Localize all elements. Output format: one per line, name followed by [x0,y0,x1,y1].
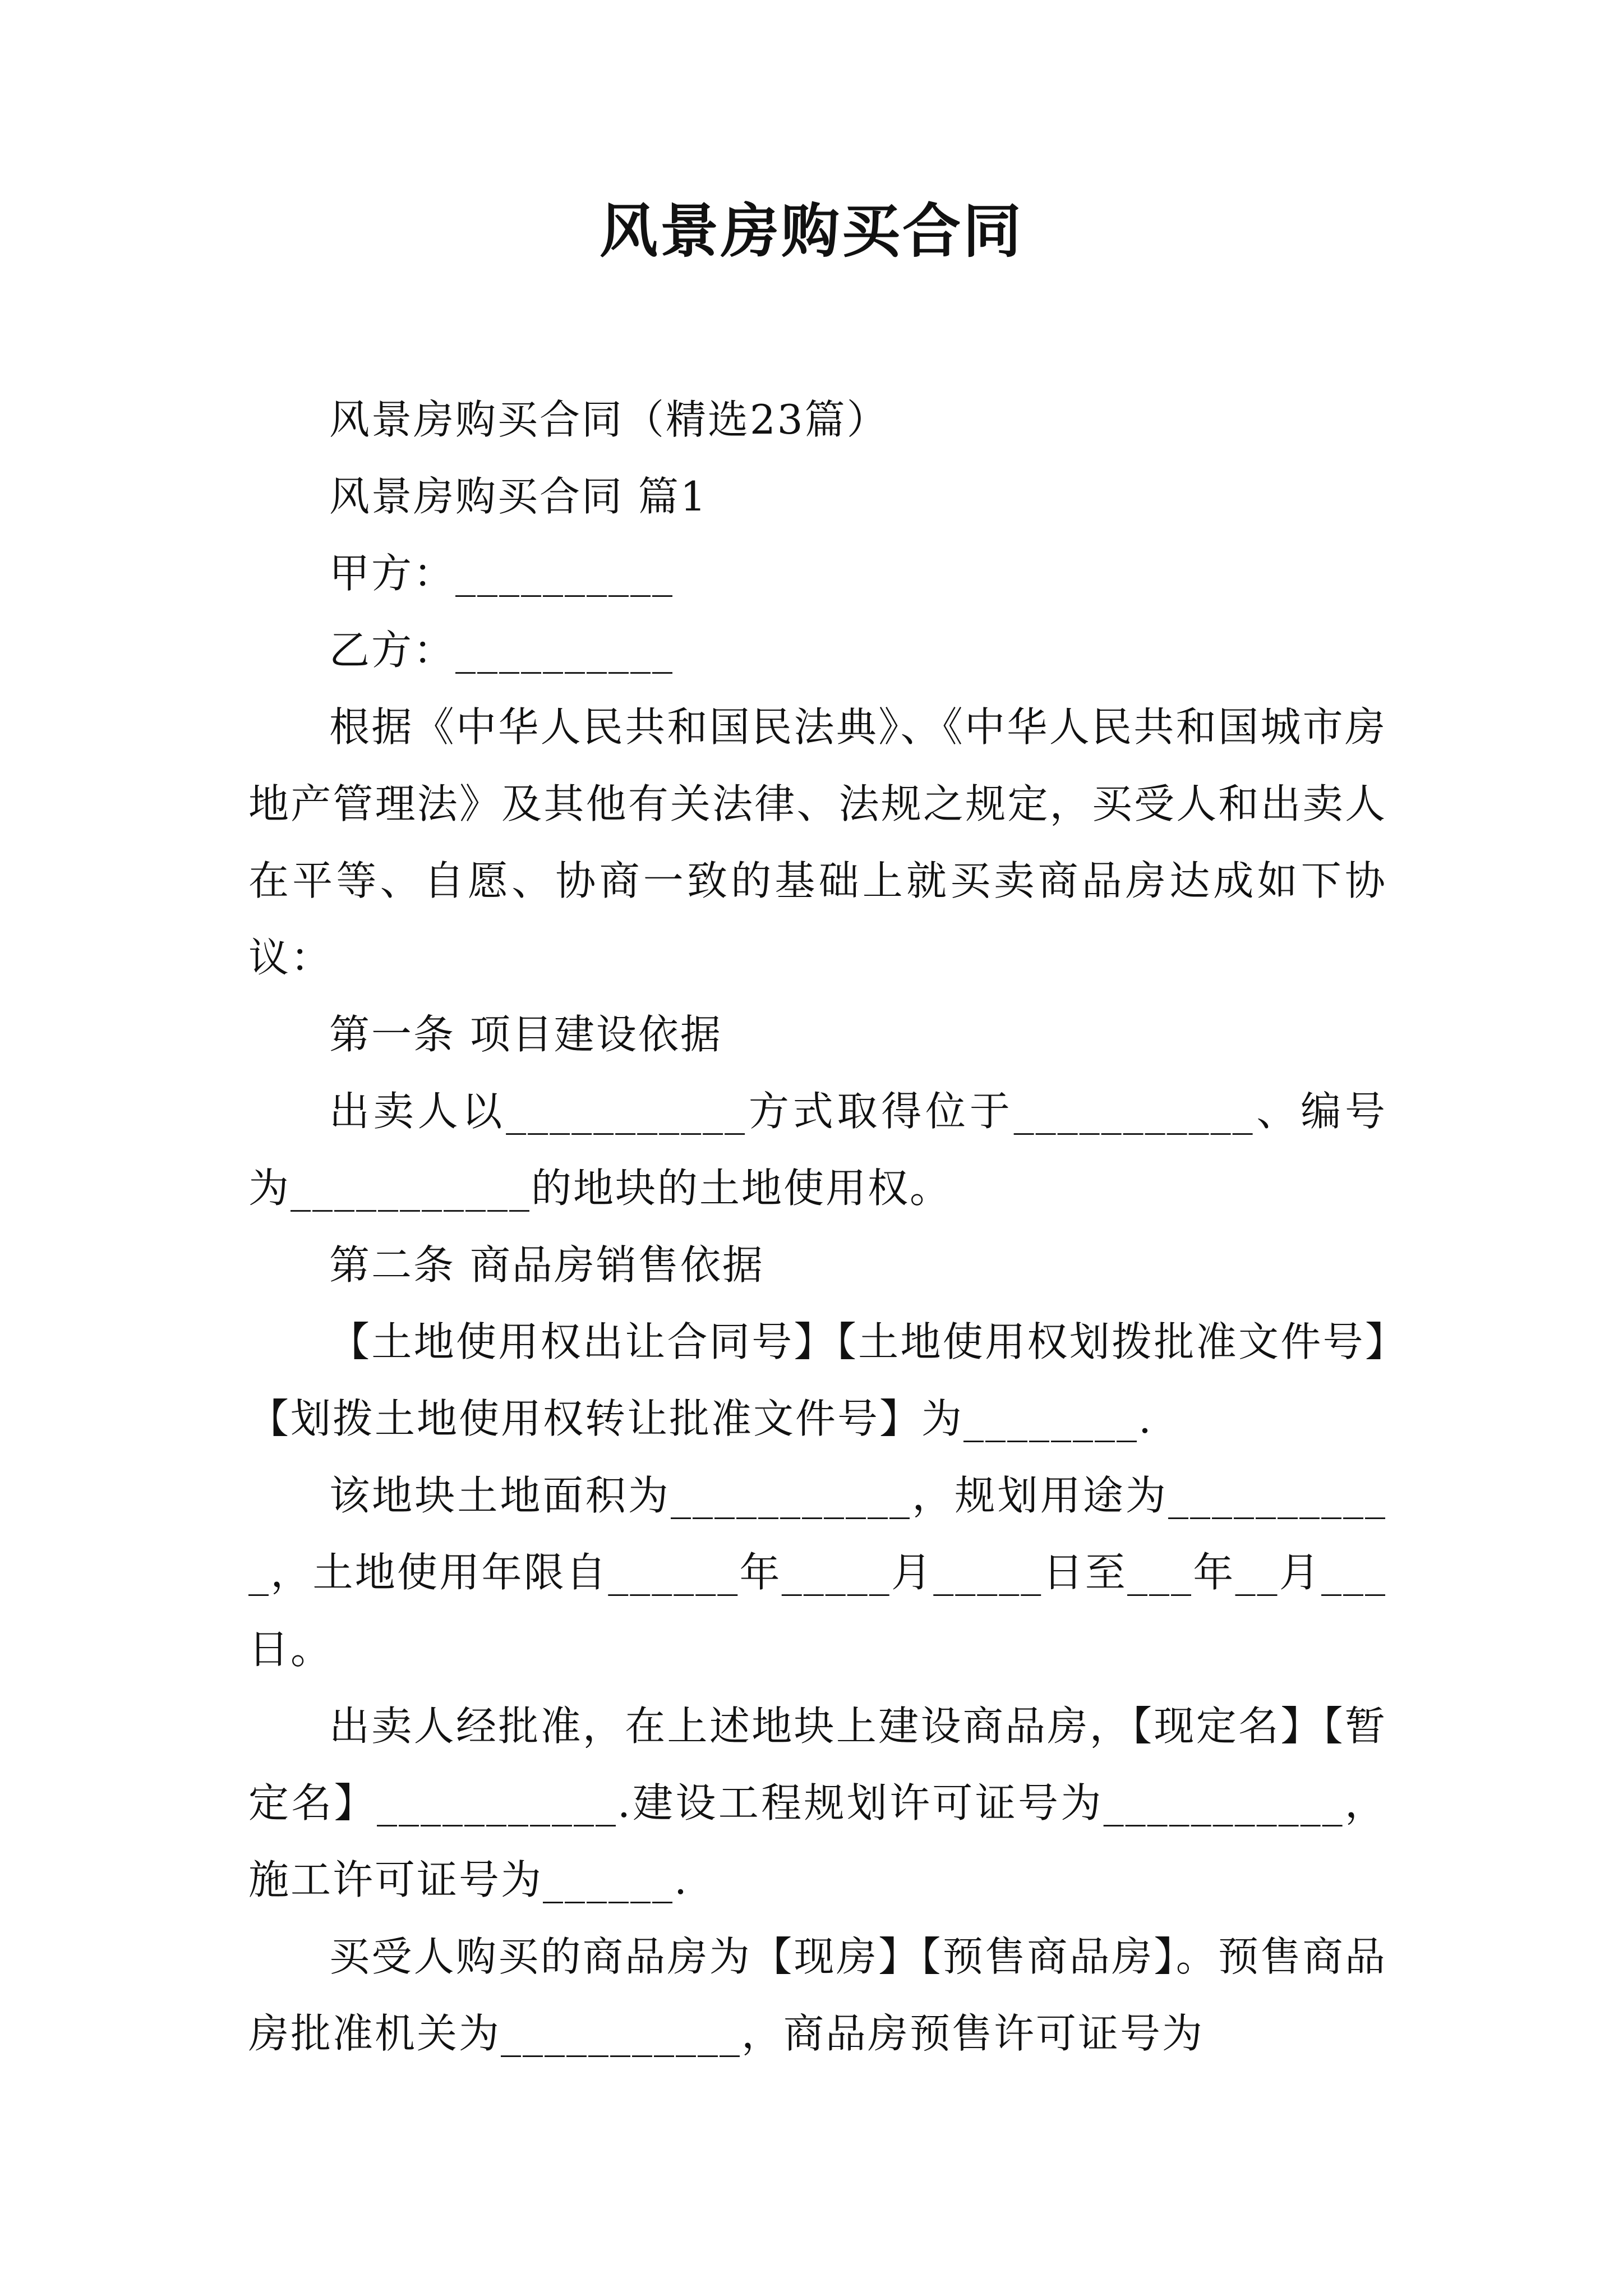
paragraph-land-use-documents: 【土地使用权出让合同号】【土地使用权划拨批准文件号】【划拨土地使用权转让批准文件号】为________. [248,1318,1387,1442]
paragraph-construction-permit: 出卖人经批准，在上述地块上建设商品房，【现定名】【暂定名】___________.建设工程规划许可证号为___________，施工许可证号为______. [248,1703,1387,1903]
document-title: 风景房购买合同 [599,196,1023,265]
paragraph-article-1-heading: 第一条 项目建设依据 [329,1011,722,1058]
paragraph-presale-permit: 买受人购买的商品房为【现房】【预售商品房】。预售商品房批准机关为___________，商品房预售许可证号为 [248,1933,1387,2057]
paragraph-land-area: 该地块土地面积为___________，规划用途为___________，土地使用年限自______年_____月_____日至___年__月___日。 [248,1472,1387,1673]
paragraph-party-a: 甲方：__________ [329,550,675,597]
paragraph-legal-basis: 根据《中华人民共和国民法典》、《中华人民共和国城市房地产管理法》及其他有关法律、法规之规定，买受人和出卖人在平等、自愿、协商一致的基础上就买卖商品房达成如下协议： [248,703,1387,981]
paragraph-subtitle: 风景房购买合同（精选23篇） [329,396,889,443]
document-body [248,381,1387,2072]
paragraph-article-2-heading: 第二条 商品房销售依据 [329,1241,764,1289]
paragraph-article-1-body: 出卖人以___________方式取得位于___________、编号为___________的地块的土地使用权。 [248,1088,1387,1212]
paragraph-section-heading: 风景房购买合同 篇1 [329,473,708,520]
paragraph-party-b: 乙方：__________ [329,627,675,674]
